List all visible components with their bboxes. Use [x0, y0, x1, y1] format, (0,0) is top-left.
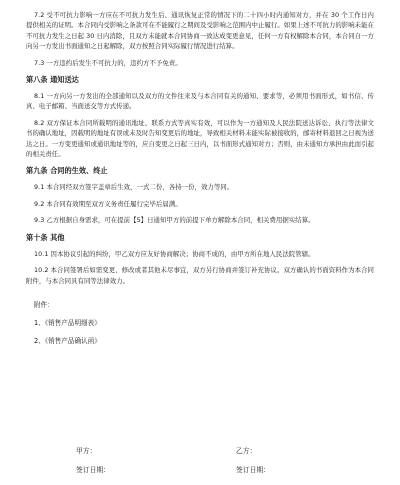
clause-9-3: 9.3 乙方根据自身需求，可在提前【5】日通知甲方的前提下单方解除本合同，相关费用据实结算。 — [34, 216, 315, 225]
party-a-label: 甲方： — [76, 447, 97, 455]
clause-9-1: 9.1 本合同经双方签字盖章后生效，一式二份，各持一份，效力等同。 — [34, 183, 234, 192]
attachments-label: 附件： — [34, 300, 54, 309]
clause-7-2: 7.2 受不可抗力影响一方应在不可抗力发生后、通讯恢复正常的情况下的二十四小时内通知对方，并在 30 个工作日内提供相关的证明。本合同内受影响之条款可在不能履行之期间及受影响之范围内中止履行。如果上述不可抗力的影响未能在不可抗力发生之日起 30 日内消除，且双方未能就本合同协商一致达成变更意见，任何一方有权解除本合同，本合同自一方向另一方发出书面通知之日起解除，双方按照合同实际履行情况进行结算。 — [26, 11, 374, 51]
clause-9-2: 9.2 本合同有效期至双方义务责任履行完毕后届满。 — [34, 199, 182, 208]
party-a-date-label: 签订日期： — [76, 466, 110, 474]
clause-10-2: 10.2 本合同签署后如需变更、修改或者其他未尽事宜，双方另行协商并签订补充协议。双方确认的书面资料作为本合同附件，与本合同具有同等法律效力。 — [26, 266, 374, 285]
clause-10-1: 10.1 因本协议引起的纠纷，甲乙双方应友好协商解决；协商不成的，由甲方所在地人民法院管辖。 — [34, 249, 315, 258]
article-9-heading: 第九条 合同的生效、终止 — [26, 166, 108, 176]
article-10-heading: 第十条 其他 — [26, 232, 65, 242]
party-b-label: 乙方： — [236, 447, 257, 455]
attachment-item: 1、《销售产品明细表》 — [34, 318, 101, 327]
attachment-item: 2、《销售产品确认函》 — [34, 336, 101, 345]
clause-8-2: 8.2 双方保证本合同所载明的通讯地址、联系方式等真实有效，可以作为一方通知及人民法院送达诉讼、执行等法律文书的确认地址，因载明的地址有误或未及时告知变更后的地址，导致相关材料未能实际被接收的，邮寄材料退回之日视为送达之日。一方变更通知或通讯地址等的，应自变更之日起三日内，以书面形式通知对方；否则，由未通知方承担由此而引起的相关责任。 — [26, 118, 374, 159]
clause-8-1: 8.1 一方向另一方发出的全部通知以及双方的文件往来及与本合同有关的通知、要求等，必须用书面形式，如书信、传真、电子邮箱、当面送交等方式传递。 — [26, 92, 374, 111]
article-8-heading: 第八条 通知送达 — [26, 75, 79, 85]
party-b-date-label: 签订日期： — [236, 466, 270, 474]
clause-7-3: 7.3 一方违约后发生不可抗力的，违约方不予免责。 — [34, 58, 182, 67]
